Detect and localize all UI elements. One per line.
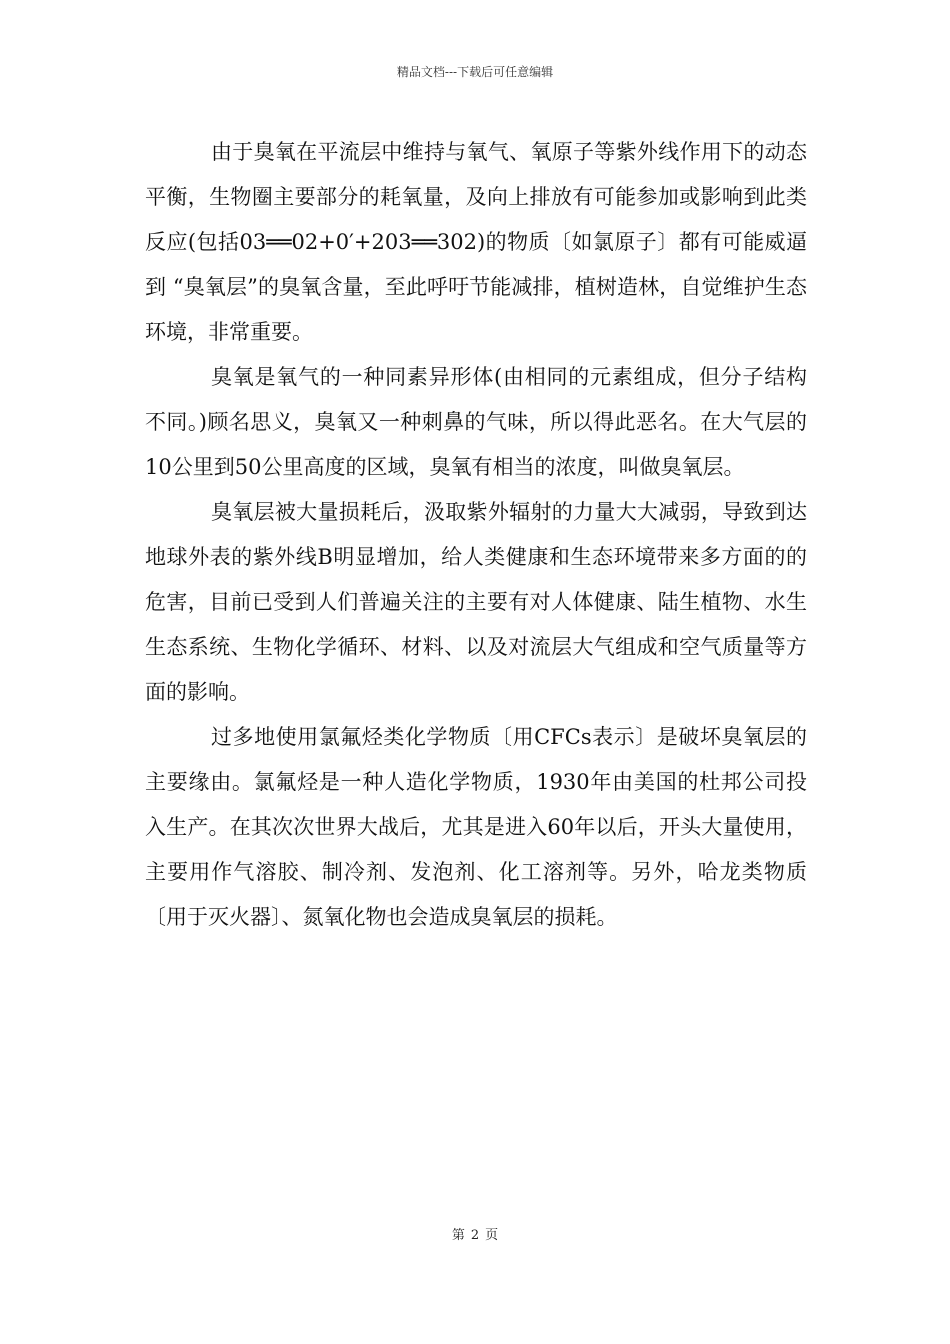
page-header: 精品文档---下载后可任意编辑 xyxy=(396,65,554,79)
paragraph-ozone-depletion-effects: 臭氧层被大量损耗后，汲取紫外辐射的力量大大减弱，导致到达地球外表的紫外线B明显增加，给人类健康和生态环境带来多方面的的危害，目前已受到人们普遍关注的主要有对人体健康、陆生植物、水生生态系统、生物化学循环、材料、以及对流层大气组成和空气质量等方面的影响。 xyxy=(145,500,807,704)
paragraph-cfc-causes: 过多地使用氯氟烃类化学物质〔用CFCs表示〕是破坏臭氧层的主要缘由。氯氟烃是一种人造化学物质，1930年由美国的杜邦公司投入生产。在其次次世界大战后，尤其是进入60年以后，开头大量使用，主要用作气溶胶、制冷剂、发泡剂、化工溶剂等。另外，哈龙类物质〔用于灭火器〕、氮氧化物也会造成臭氧层的损耗。 xyxy=(145,725,807,929)
paragraph-ozone-balance: 由于臭氧在平流层中维持与氧气、氧原子等紫外线作用下的动态平衡，生物圈主要部分的耗氧量，及向上排放有可能参加或影响到此类反应(包括03══02+0′+203══302)的物质〔如氯原子〕都有可能威逼 到 “臭氧层”的臭氧含量，至此呼吁节能减排，植树造林，自觉维护生态环境，非常重要。 xyxy=(145,140,807,344)
paragraph-ozone-definition: 臭氧是氧气的一种同素异形体(由相同的元素组成，但分子结构不同。)顾名思义，臭氧又一种刺鼻的气味，所以得此恶名。在大气层的10公里到50公里高度的区域，臭氧有相当的浓度，叫做臭氧层。 xyxy=(145,365,807,479)
document-body xyxy=(145,130,807,940)
page-number-prefix: 第 xyxy=(451,1228,465,1243)
page-number: 2 xyxy=(470,1228,480,1243)
page-footer xyxy=(0,1228,950,1244)
page-number-suffix: 页 xyxy=(485,1228,499,1243)
